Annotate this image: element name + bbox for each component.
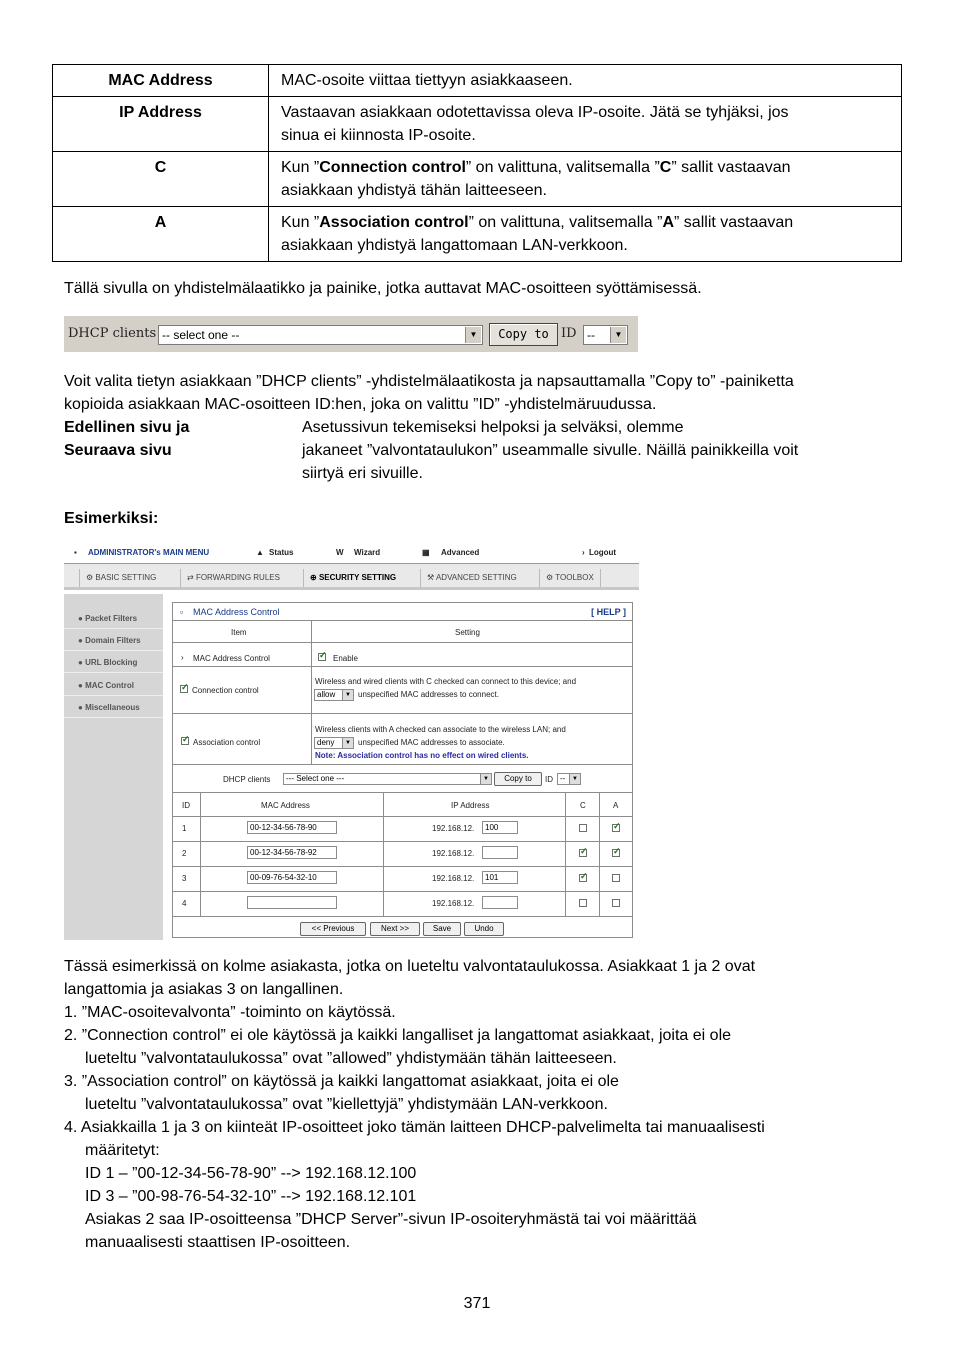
select-value: deny xyxy=(317,738,335,747)
copy-description xyxy=(64,370,794,416)
list-item: 4. Asiakkailla 1 ja 3 on kiinteät IP-osoitteet joko tämän laitteen DHCP-palvelimelta tai manuaalisesti xyxy=(64,1119,765,1136)
tab-label: TOOLBOX xyxy=(555,573,594,582)
connection-control-checkbox[interactable] xyxy=(180,685,188,693)
chevron-right-icon: › xyxy=(181,653,184,662)
chevron-right-icon: › xyxy=(582,548,585,557)
divider xyxy=(173,866,632,867)
connection-control-label: Connection control xyxy=(192,686,259,695)
divider xyxy=(200,792,201,916)
term-cell: A xyxy=(53,207,269,262)
id-label: ID xyxy=(545,775,553,784)
router-tab-bar xyxy=(64,563,639,590)
advanced-link[interactable]: Advanced xyxy=(441,548,480,557)
definition-text: ” on valittuna, valitsemalla ” xyxy=(465,159,660,176)
list-item-continuation: lueteltu ”valvontataulukossa” ovat ”kiellettyjä” yhdistymään LAN-verkkoon. xyxy=(85,1096,608,1113)
list-item-continuation: ID 3 – ”00-98-76-54-32-10” --> 192.168.12.101 xyxy=(85,1188,417,1205)
mac-address-input[interactable] xyxy=(247,896,337,909)
term-cell: MAC Address xyxy=(53,65,269,97)
list-item-continuation: määritetyt: xyxy=(85,1142,160,1159)
definition-bold: Connection control xyxy=(319,159,466,176)
table-row xyxy=(53,152,902,207)
dhcp-clients-label: DHCP clients xyxy=(223,775,271,784)
mac-address-input[interactable]: 00-12-34-56-78-92 xyxy=(247,846,337,859)
chevron-down-icon: ▼ xyxy=(480,774,491,784)
gear-icon: ⚙ xyxy=(86,573,96,582)
sidebar-item-miscellaneous[interactable] xyxy=(64,698,163,718)
text-line: Tässä esimerkissä on kolme asiakasta, jotka on lueteltu valvontataulukossa. Asiakkaat 1 ja 2 ovat xyxy=(64,958,756,975)
wizard-link[interactable]: Wizard xyxy=(354,548,381,557)
row-id: 4 xyxy=(182,899,187,908)
example-heading: Esimerkiksi: xyxy=(64,510,159,527)
dhcp-combo-strip xyxy=(64,316,638,352)
th-a: A xyxy=(613,801,619,810)
copy-to-button[interactable]: Copy to xyxy=(489,323,558,346)
ip-last-octet-input[interactable]: 101 xyxy=(482,871,518,884)
bullet-icon: ● xyxy=(78,658,86,667)
definition-text: Kun ” xyxy=(281,159,320,176)
sidebar-item-label: URL Blocking xyxy=(85,658,138,667)
connection-description: Wireless and wired clients with C checked can connect to this device; and xyxy=(315,677,577,686)
ip-prefix: 192.168.12. xyxy=(432,899,475,908)
c-checkbox[interactable] xyxy=(579,874,587,882)
router-sidebar xyxy=(64,594,163,940)
term-cell: C xyxy=(53,152,269,207)
list-item: 3. ”Association control” on käytössä ja kaikki langattomat asiakkaat, joita ei ole xyxy=(64,1073,619,1090)
association-description-2: unspecified MAC addresses to associate. xyxy=(358,738,505,747)
prev-next-description xyxy=(302,416,798,485)
mac-address-input[interactable]: 00-09-76-54-32-10 xyxy=(247,871,337,884)
status-link[interactable]: Status xyxy=(269,548,294,557)
row-id: 2 xyxy=(182,849,187,858)
panel-header xyxy=(173,603,632,621)
th-ip-address: IP Address xyxy=(451,801,490,810)
bullet-icon: ● xyxy=(78,681,86,690)
dhcp-clients-select[interactable] xyxy=(158,325,483,345)
definition-text: asiakkaan yhdistyä langattomaan LAN-verkkoon. xyxy=(281,237,628,254)
definition-table xyxy=(52,64,902,262)
divider xyxy=(565,792,566,916)
enable-checkbox[interactable] xyxy=(318,653,326,661)
text-line: jakaneet ”valvontataulukon” useammalle sivulle. Näillä painikkeilla voit xyxy=(302,442,799,459)
select-value: -- select one -- xyxy=(162,328,240,342)
enable-label: Enable xyxy=(333,654,358,663)
text-line: langattomia ja asiakas 3 on langallinen. xyxy=(64,981,344,998)
lock-icon: ⊕ xyxy=(310,573,319,582)
tab-basic-setting[interactable] xyxy=(79,569,156,587)
divider xyxy=(173,713,632,714)
status-icon: ▲ xyxy=(256,548,264,557)
square-icon: ▪ xyxy=(74,548,77,557)
chevron-down-icon: ▼ xyxy=(465,327,481,343)
divider xyxy=(173,841,632,842)
admin-menu-link[interactable]: ADMINISTRATOR's MAIN MENU xyxy=(88,548,210,557)
row-id: 3 xyxy=(182,874,187,883)
a-checkbox[interactable] xyxy=(612,824,620,832)
connection-policy-select[interactable] xyxy=(314,689,354,701)
mac-control-panel xyxy=(172,602,633,938)
advanced-icon: ▦ xyxy=(422,548,430,557)
tab-forwarding-rules[interactable] xyxy=(180,569,280,587)
definition-bold: C xyxy=(659,159,672,176)
divider xyxy=(383,792,384,916)
definition-text: Kun ” xyxy=(281,214,320,231)
select-value: --- Select one --- xyxy=(286,774,345,783)
sidebar-item-domain-filters[interactable] xyxy=(64,631,163,651)
divider xyxy=(173,916,632,917)
text-line: Voit valita tietyn asiakkaan ”DHCP clients” -yhdistelmälaatikosta ja napsauttamalla ”Copy to” -painiketta xyxy=(64,373,794,390)
table-row xyxy=(53,97,902,152)
definition-cell xyxy=(269,152,902,207)
ip-prefix: 192.168.12. xyxy=(432,849,475,858)
a-checkbox[interactable] xyxy=(612,899,620,907)
save-button[interactable]: Save xyxy=(423,922,461,936)
chevron-down-icon: ▼ xyxy=(342,690,353,700)
dhcp-clients-select[interactable] xyxy=(283,773,492,785)
definition-bold: A xyxy=(662,214,675,231)
forward-icon: ⇄ xyxy=(187,573,196,582)
definition-text: sinua ei kiinnosta IP-osoite. xyxy=(281,127,476,144)
intro-paragraph: Tällä sivulla on yhdistelmälaatikko ja painike, jotka auttavat MAC-osoitteen syöttämisessä. xyxy=(64,280,702,297)
th-id: ID xyxy=(182,801,190,810)
bullet-icon: ● xyxy=(78,636,86,645)
sidebar-item-label: MAC Control xyxy=(85,681,134,690)
ip-prefix: 192.168.12. xyxy=(432,824,475,833)
tab-label: BASIC SETTING xyxy=(95,573,157,582)
association-policy-select[interactable] xyxy=(314,737,354,749)
sidebar-item-label: Domain Filters xyxy=(85,636,141,645)
divider xyxy=(173,792,632,793)
wizard-icon: W xyxy=(336,548,344,557)
tools-icon: ⚒ xyxy=(427,573,436,582)
ip-last-octet-input[interactable] xyxy=(482,846,518,859)
toolbox-icon: ⚙ xyxy=(546,573,556,582)
sidebar-item-label: Packet Filters xyxy=(85,614,138,623)
sidebar-item-url-blocking[interactable] xyxy=(64,653,163,673)
list-item: 1. ”MAC-osoitevalvonta” -toiminto on käytössä. xyxy=(64,1004,396,1021)
c-checkbox[interactable] xyxy=(579,899,587,907)
list-item-continuation: Asiakas 2 saa IP-osoitteensa ”DHCP Server”-sivun IP-osoiteryhmästä tai voi määrittää xyxy=(85,1211,697,1228)
association-note: Note: Association control has no effect on wired clients. xyxy=(315,751,529,760)
page-number: 371 xyxy=(463,1295,491,1312)
router-top-menu xyxy=(64,543,639,563)
example-description xyxy=(64,955,755,1001)
divider xyxy=(599,792,600,916)
select-value: allow xyxy=(317,690,336,699)
association-description: Wireless clients with A checked can associate to the wireless LAN; and xyxy=(315,725,566,734)
sidebar-item-mac-control[interactable] xyxy=(64,676,163,696)
text-line: kopioida asiakkaan MAC-osoitteen ID:hen, joka on valittu ”ID” -yhdistelmäruudussa. xyxy=(64,396,657,413)
definition-cell xyxy=(269,207,902,262)
definition-cell xyxy=(269,65,902,97)
select-value: -- xyxy=(560,774,566,783)
definition-text: ” sallit vastaavan xyxy=(674,214,794,231)
next-button[interactable]: Next >> xyxy=(370,922,420,936)
th-mac-address: MAC Address xyxy=(261,801,310,810)
text-line: Asetussivun tekemiseksi helpoksi ja selväksi, olemme xyxy=(302,419,684,436)
bullet-icon: ● xyxy=(78,703,86,712)
c-checkbox[interactable] xyxy=(579,849,587,857)
copy-to-button[interactable]: Copy to xyxy=(494,772,542,786)
definition-cell xyxy=(269,97,902,152)
square-icon: ▫ xyxy=(180,607,184,617)
ip-last-octet-input[interactable]: 100 xyxy=(482,821,518,834)
help-link[interactable]: [ HELP ] xyxy=(591,607,626,617)
th-c: C xyxy=(580,801,586,810)
tab-label: ADVANCED SETTING xyxy=(435,573,517,582)
a-checkbox[interactable] xyxy=(612,874,620,882)
id-select[interactable] xyxy=(557,773,581,785)
sidebar-item-packet-filters[interactable] xyxy=(64,609,163,629)
column-header-item: Item xyxy=(231,628,247,637)
mac-address-input[interactable]: 00-12-34-56-78-90 xyxy=(247,821,337,834)
tab-security-setting[interactable] xyxy=(303,569,396,587)
tab-label: FORWARDING RULES xyxy=(195,573,280,582)
row-id: 1 xyxy=(182,824,187,833)
numbered-list xyxy=(64,1001,765,1254)
term-cell: IP Address xyxy=(53,97,269,152)
term-line: Edellinen sivu ja xyxy=(64,419,190,436)
chevron-down-icon: ▼ xyxy=(610,327,626,343)
bullet-icon: ● xyxy=(78,614,86,623)
ip-last-octet-input[interactable] xyxy=(482,896,518,909)
sidebar-item-label: Miscellaneous xyxy=(85,703,140,712)
a-checkbox[interactable] xyxy=(612,849,620,857)
router-screenshot xyxy=(64,543,639,940)
tab-label: SECURITY SETTING xyxy=(318,573,397,582)
table-row xyxy=(53,65,902,97)
association-control-label: Association control xyxy=(193,738,261,747)
previous-button[interactable]: << Previous xyxy=(300,922,366,936)
column-header-setting: Setting xyxy=(455,628,480,637)
definition-text: ” on valittuna, valitsemalla ” xyxy=(468,214,663,231)
definition-text: asiakkaan yhdistyä tähän laitteeseen. xyxy=(281,182,547,199)
tab-toolbox[interactable] xyxy=(539,569,601,587)
divider xyxy=(173,816,632,817)
divider xyxy=(173,891,632,892)
divider xyxy=(173,666,632,667)
logout-link[interactable]: Logout xyxy=(589,548,617,557)
list-item-continuation: lueteltu ”valvontataulukossa” ovat ”allowed” yhdistymään tähän laitteeseen. xyxy=(85,1050,617,1067)
association-control-checkbox[interactable] xyxy=(181,737,189,745)
dhcp-clients-label: DHCP clients xyxy=(68,326,157,341)
id-label: ID xyxy=(561,326,577,341)
list-item: 2. ”Connection control” ei ole käytössä ja kaikki langalliset ja langattomat asiakkaat, joita ei ole xyxy=(64,1027,732,1044)
text-line: siirtyä eri sivuille. xyxy=(302,465,423,482)
ip-prefix: 192.168.12. xyxy=(432,874,475,883)
list-item-continuation: ID 1 – ”00-12-34-56-78-90” --> 192.168.12.100 xyxy=(85,1165,417,1182)
chevron-down-icon: ▼ xyxy=(569,774,580,784)
divider xyxy=(173,764,632,765)
chevron-down-icon: ▼ xyxy=(342,738,353,748)
divider xyxy=(173,642,632,643)
table-row xyxy=(53,207,902,262)
term-line: Seuraava sivu xyxy=(64,442,172,459)
definition-text: ” sallit vastaavan xyxy=(671,159,791,176)
definition-text: MAC-osoite viittaa tiettyyn asiakkaaseen. xyxy=(281,72,573,89)
id-select[interactable] xyxy=(583,325,628,345)
list-item-continuation: manuaalisesti staattisen IP-osoitteen. xyxy=(85,1234,351,1251)
prev-next-term xyxy=(64,416,189,462)
select-value: -- xyxy=(587,328,595,342)
definition-bold: Association control xyxy=(319,214,469,231)
divider xyxy=(311,621,312,764)
c-checkbox[interactable] xyxy=(579,824,587,832)
tab-advanced-setting[interactable] xyxy=(420,569,517,587)
connection-description-2: unspecified MAC addresses to connect. xyxy=(358,690,499,699)
mac-address-control-label: MAC Address Control xyxy=(193,654,270,663)
panel-title: MAC Address Control xyxy=(193,607,280,617)
undo-button[interactable]: Undo xyxy=(464,922,504,936)
definition-text: Vastaavan asiakkaan odotettavissa oleva IP-osoite. Jätä se tyhjäksi, jos xyxy=(281,104,789,121)
